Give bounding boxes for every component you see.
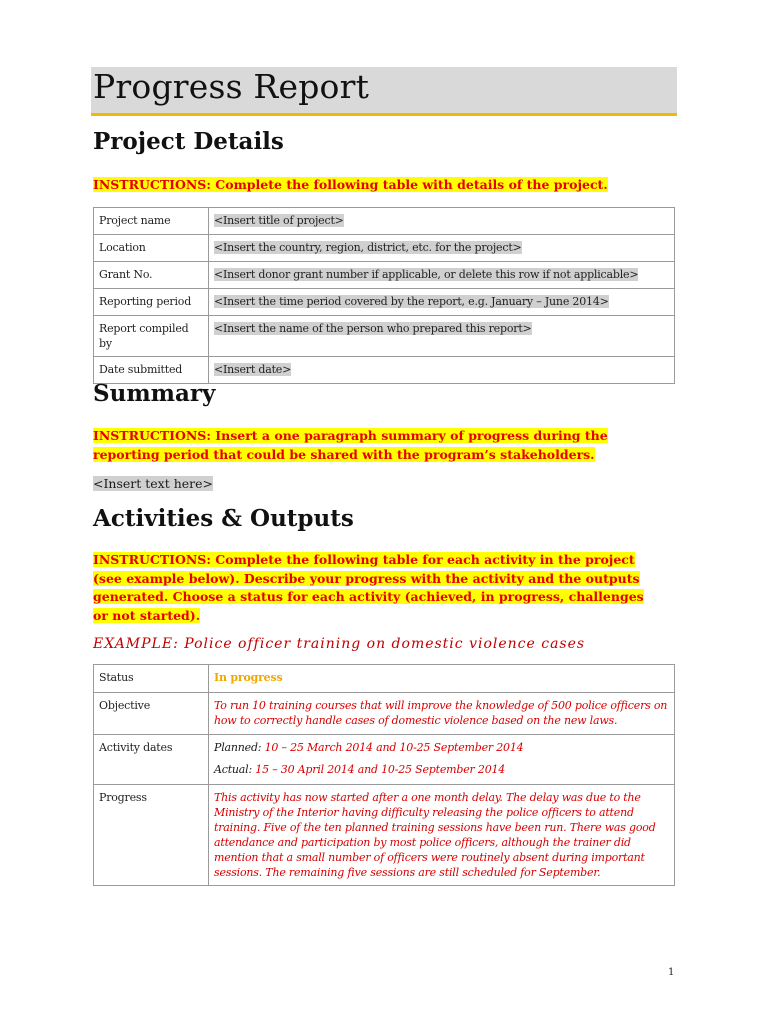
status-label: Status (94, 665, 209, 693)
row-label: Date submitted (94, 357, 209, 384)
row-value[interactable]: <Insert the country, region, district, etc. for the project> (209, 235, 675, 262)
status-value: In progress (209, 665, 675, 693)
activities-heading: Activities & Outputs (93, 505, 354, 532)
activity-dates-label: Activity dates (94, 735, 209, 785)
activity-dates-value (209, 735, 675, 785)
summary-instructions: INSTRUCTIONS: Insert a one paragraph summary of progress during the reporting period that could be shared with the program’s stakeholders. (93, 428, 608, 462)
table-row (94, 785, 675, 886)
progress-label: Progress (94, 785, 209, 886)
row-label: Grant No. (94, 262, 209, 289)
row-label: Reporting period (94, 289, 209, 316)
activities-instructions: INSTRUCTIONS: Complete the following table for each activity in the project (see example below). Describe your progress with the activity and the outputs generated. Choose a status for each activity (achieved, in progress, challenges or not started). (93, 552, 644, 623)
example-title: EXAMPLE: Police officer training on domestic violence cases (93, 636, 586, 652)
table-row (94, 208, 675, 235)
row-label: Location (94, 235, 209, 262)
row-label: Project name (94, 208, 209, 235)
summary-placeholder[interactable]: <Insert text here> (93, 476, 214, 491)
activity-table (93, 664, 675, 886)
planned-dates: Planned: 10 – 25 March 2014 and 10-25 September 2014 (214, 741, 524, 754)
row-label: Report compiled by (94, 316, 209, 357)
actual-dates: Actual: 15 – 30 April 2014 and 10-25 September 2014 (214, 763, 506, 776)
progress-value: This activity has now started after a one month delay. The delay was due to the Ministry of the Interior having difficulty releasing the police officers to attend training. Five of the ten planned training sessions have been run. There was good attendance and participation by most police officers, although the trainer did mention that a small number of officers were routinely absent during important sessions. The remaining five sessions are still scheduled for September. (209, 785, 675, 886)
summary-heading: Summary (93, 380, 216, 407)
row-value[interactable]: <Insert title of project> (209, 208, 675, 235)
table-row (94, 289, 675, 316)
row-value[interactable]: <Insert the name of the person who prepared this report> (209, 316, 675, 357)
table-row (94, 262, 675, 289)
table-row (94, 693, 675, 735)
row-value[interactable]: <Insert date> (209, 357, 675, 384)
table-row (94, 235, 675, 262)
objective-value: To run 10 training courses that will improve the knowledge of 500 police officers on how to correctly handle cases of domestic violence based on the new laws. (209, 693, 675, 735)
objective-label: Objective (94, 693, 209, 735)
row-value[interactable]: <Insert donor grant number if applicable, or delete this row if not applicable> (209, 262, 675, 289)
project-details-instructions: INSTRUCTIONS: Complete the following table with details of the project. (93, 177, 608, 192)
table-row (94, 665, 675, 693)
table-row (94, 735, 675, 785)
page-number: 1 (668, 967, 675, 978)
title-bar (91, 67, 677, 116)
page-title: Progress Report (93, 67, 370, 106)
table-row (94, 316, 675, 357)
project-details-heading: Project Details (93, 128, 284, 155)
project-details-table (93, 207, 675, 384)
row-value[interactable]: <Insert the time period covered by the report, e.g. January – June 2014> (209, 289, 675, 316)
